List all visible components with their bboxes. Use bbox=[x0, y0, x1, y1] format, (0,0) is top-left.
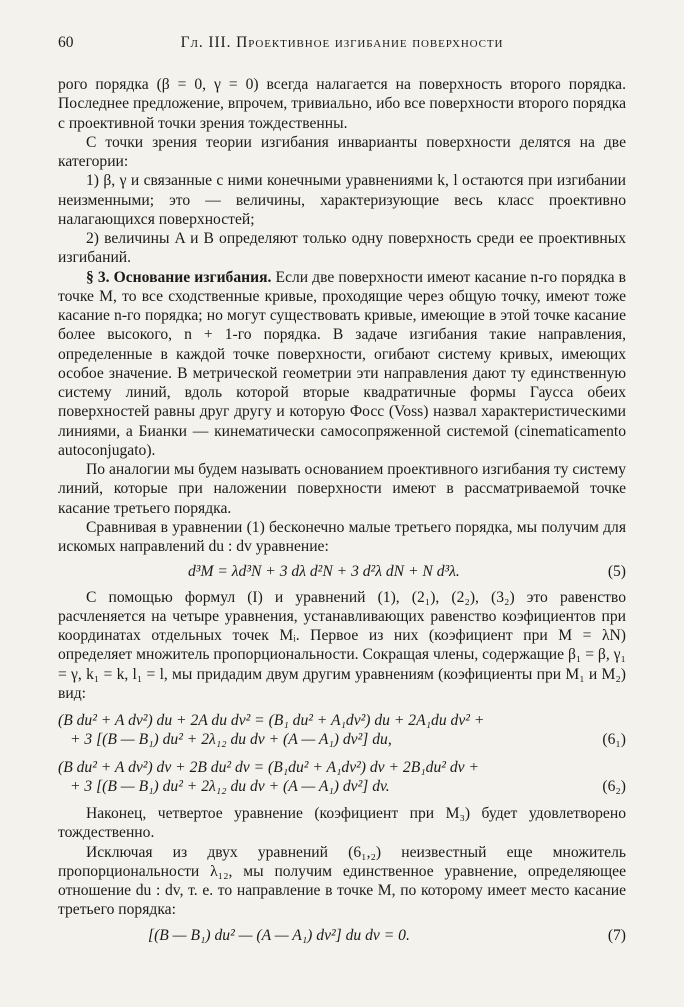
paragraph: рого порядка (β = 0, γ = 0) всегда налагается на поверхность второго порядка. Последнее предложение, впрочем, тривиально, ибо все поверхности второго порядка с проективной точки зрения тождественны. bbox=[58, 76, 626, 132]
section-heading: § 3. Основание изгибания. bbox=[86, 268, 272, 286]
paragraph-text: Если две поверхности имеют касание n-го порядка в точке M, то все сходственные кривые, проходящие через общую точку, имеют тоже касание n-го порядка; но могут существовать кривые, имеющие в этой точке касание более высокого, n + 1-го порядка. В задаче изгибания такие направления, определенные в каждой точке поверхности, огибают систему кривых, имеющих особое значение. В метрической геометрии эти направления дают ту единственную систему линий, вдоль которой вторые квадратичные формы Гаусса обеих поверхностей равны друг другу и которую Фосс (Voss) назвал характеристическими линиями, а Бианки — кинематически самосопряженной системой (cinematicamento autoconjugato). bbox=[58, 268, 627, 459]
equation-6-2-line-2 bbox=[58, 777, 626, 796]
section-paragraph bbox=[58, 268, 626, 461]
page-body bbox=[58, 75, 626, 951]
equation-expr: + 3 [(B — B₁) du² + 2λ₁₂ du dv + (A — A₁) dv²] dv. bbox=[70, 777, 390, 795]
paragraph: С точки зрения теории изгибания инварианты поверхности делятся на две категории: bbox=[58, 133, 626, 170]
equation-6-1-line-1: (B du² + A dv²) du + 2A du dv² = (B₁ du² + A₁dv²) du + 2A₁du dv² + bbox=[58, 712, 485, 729]
equation-6-2-line-1: (B du² + A dv²) dv + 2B du² dv = (B₁du² + A₁dv²) dv + 2B₁du² dv + bbox=[58, 758, 479, 776]
equation-expr: + 3 [(B — B₁) du² + 2λ₁₂ du dv + (A — A₁) dv²] du, bbox=[70, 731, 392, 749]
equation-6-1-line-2 bbox=[58, 730, 626, 749]
paragraph: Исключая из двух уравнений (6₁,₂) неизвестный еще множитель пропорциональности λ₁₂, мы получим единственное уравнение, определяющее отношение du : dv, т. е. то направление в точке M, по которому имеет место касание третьего порядка: bbox=[58, 843, 626, 919]
equation-7 bbox=[58, 926, 626, 945]
running-header bbox=[58, 34, 626, 52]
paragraph: Сравнивая в уравнении (1) бесконечно малые третьего порядка, мы получим для искомых направлений du : dv уравнение: bbox=[58, 518, 626, 555]
equation-expr: d³M = λd³N + 3 dλ d²N + 3 d²λ dN + N d³λ. bbox=[188, 563, 460, 581]
list-item: 1) β, γ и связанные с ними конечными уравнениями k, l остаются при изгибании неизменными; это — величины, характеризующие весь класс проективно налагающихся поверхностей; bbox=[58, 172, 626, 228]
equation-label: (6₂) bbox=[602, 777, 626, 795]
paragraph: Наконец, четвертое уравнение (коэфициент при M₃) будет удовлетворено тождественно. bbox=[58, 805, 626, 842]
equation-label: (6₁) bbox=[602, 731, 626, 749]
paragraph: По аналогии мы будем называть основанием проективного изгибания ту систему линий, которые при наложении поверхности имеют в рассматриваемой точке касание третьего порядка. bbox=[58, 461, 626, 517]
list-item: 2) величины A и B определяют только одну поверхность среди ее проективных изгибаний. bbox=[58, 230, 626, 267]
equation-label: (7) bbox=[607, 926, 626, 944]
page-number: 60 bbox=[58, 34, 74, 51]
running-title: Гл. III. Проективное изгибание поверхности bbox=[180, 34, 504, 51]
equation-5 bbox=[58, 562, 626, 581]
equation-label: (5) bbox=[607, 563, 626, 581]
equation-expr: [(B — B₁) du² — (A — A₁) dv²] du dv = 0. bbox=[148, 926, 410, 944]
paragraph: С помощью формул (I) и уравнений (1), (2₁), (2₂), (3₂) это равенство расчленяется на четыре уравнения, устанавливающих равенство коэфициентов при координатах отдельных точек Mᵢ. Первое из них (коэфициент при M = λN) определяет множитель пропорциональности. Сокращая члены, содержащие β₁ = β, γ₁ = γ, k₁ = k, l₁ = l, мы придадим двум другим уравнениям (коэфициенты при M₁ и M₂) вид: bbox=[58, 588, 626, 702]
